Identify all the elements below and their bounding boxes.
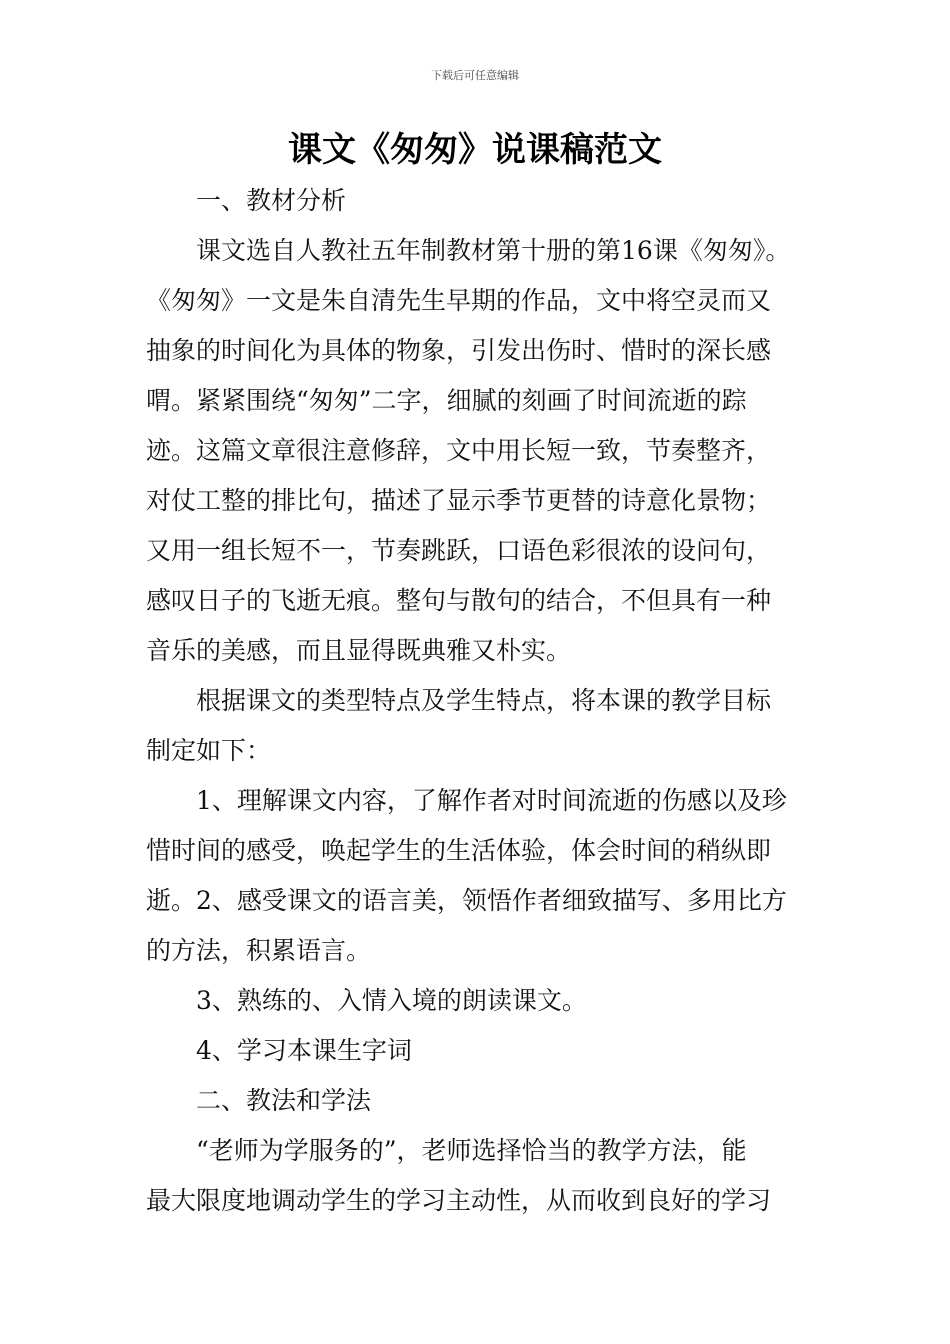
paragraph-line: 根据课文的类型特点及学生特点，将本课的教学目标 [196, 686, 772, 715]
paragraph-line: 喟。紧紧围绕“匆匆”二字，细腻的刻画了时间流逝的踪 [146, 386, 747, 415]
paragraph-line: 抽象的时间化为具体的物象，引发出伤时、惜时的深长感 [146, 336, 772, 365]
paragraph-line: 最大限度地调动学生的学习主动性，从而收到良好的学习 [146, 1186, 772, 1215]
section-heading: 一、教材分析 [196, 186, 347, 215]
paragraph-line: 感叹日子的飞逝无痕。整句与散句的结合，不但具有一种 [146, 586, 772, 615]
paragraph-line: 的方法，积累语言。 [146, 936, 372, 965]
document-body [146, 176, 826, 1226]
paragraph-line: 《匆匆》一文是朱自清先生早期的作品，文中将空灵而又 [146, 286, 772, 315]
paragraph-line: 对仗工整的排比句，描述了显示季节更替的诗意化景物； [146, 486, 772, 515]
paragraph-line: “老师为学服务的”，老师选择恰当的教学方法，能 [196, 1136, 747, 1165]
paragraph-line: 又用一组长短不一，节奏跳跃，口语色彩很浓的设问句， [146, 536, 772, 565]
paragraph-line: 课文选自人教社五年制教材第十册的第16课《匆匆》。 [196, 236, 791, 265]
paragraph-line: 制定如下： [146, 736, 272, 765]
paragraph-line: 1、理解课文内容，了解作者对时间流逝的伤感以及珍 [196, 786, 787, 815]
paragraph-line: 音乐的美感，而且显得既典雅又朴实。 [146, 636, 572, 665]
paragraph-line: 逝。2、感受课文的语言美，领悟作者细致描写、多用比方 [146, 886, 787, 915]
paragraph-line: 3、熟练的、入情入境的朗读课文。 [196, 986, 587, 1015]
document-title: 课文《匆匆》说课稿范文 [288, 130, 662, 170]
paragraph-line: 4、学习本课生字词 [196, 1036, 412, 1065]
section-heading: 二、教法和学法 [196, 1086, 372, 1115]
paragraph-line: 迹。这篇文章很注意修辞，文中用长短一致，节奏整齐， [146, 436, 772, 465]
paragraph-line: 惜时间的感受，唤起学生的生活体验，体会时间的稍纵即 [146, 836, 772, 865]
header-note: 下载后可任意编辑 [431, 69, 519, 82]
